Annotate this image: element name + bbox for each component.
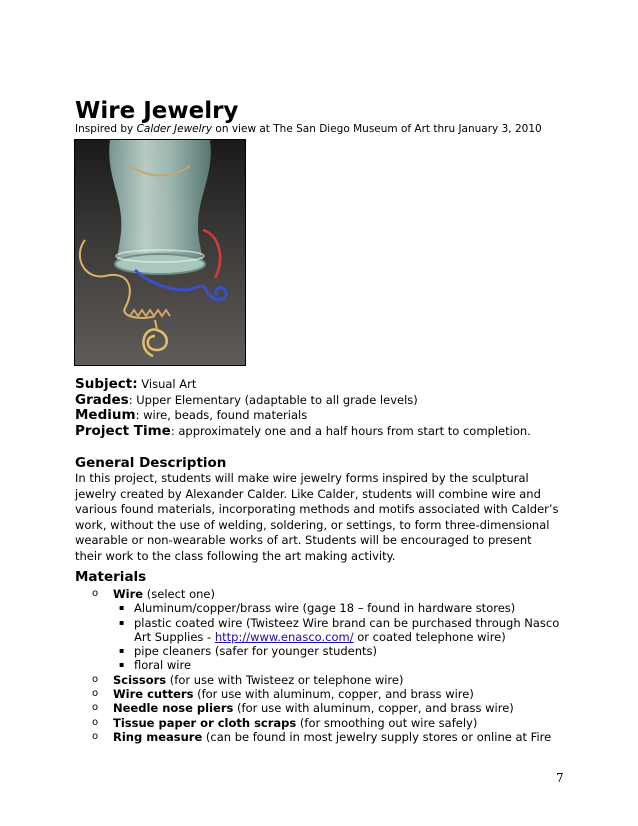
page-title: Wire Jewelry	[75, 98, 239, 124]
materials-list	[75, 587, 615, 744]
subject-label: Subject:	[75, 376, 138, 392]
enasco-link[interactable]: http://www.enasco.com/	[214, 629, 354, 644]
description-line: In this project, students will make wire jewelry forms inspired by the sculptural	[75, 471, 529, 485]
general-description-body	[75, 471, 575, 564]
materials-heading: Materials	[75, 569, 147, 585]
item-text: (for use with aluminum, copper, and brass wire)	[193, 687, 474, 702]
circle-bullet: o	[92, 702, 99, 714]
description-line: their work to the class following the art making activity.	[75, 548, 396, 563]
sub-item-text: pipe cleaners (safer for younger students)	[134, 644, 378, 659]
project-facts	[75, 377, 595, 439]
item-text: (can be found in most jewelry supply stores or online at Fire	[202, 729, 552, 744]
list-item-scissors	[75, 673, 615, 687]
sub-item-text: plastic coated wire (Twisteez Wire brand can be purchased through Nasco	[134, 615, 560, 630]
time-value: : approximately one and a half hours from start to completion.	[170, 423, 531, 438]
item-text: (for use with Twisteez or telephone wire)	[166, 672, 404, 687]
photo-illustration	[75, 140, 245, 365]
sub-item-text: Art Supplies -	[134, 629, 215, 644]
description-line: work, without the use of welding, soldering, or settings, to form three-dimensional	[75, 517, 550, 532]
list-item-pliers	[75, 701, 615, 715]
subtitle	[75, 122, 542, 136]
item-text: (select one)	[143, 587, 215, 601]
circle-bullet: o	[92, 588, 99, 599]
description-line: various found materials, incorporating methods and motifs associated with Calder’s	[75, 502, 559, 516]
sub-item-aluminum	[75, 601, 615, 615]
square-bullet: ▪	[119, 646, 125, 656]
subtitle-suffix: on view at The San Diego Museum of Art thru January 3, 2010	[212, 123, 542, 135]
item-bold: Wire	[113, 587, 144, 601]
sub-item-floral	[75, 658, 615, 672]
list-item-tissue	[75, 716, 615, 730]
fact-project-time	[75, 424, 595, 440]
description-line: jewelry created by Alexander Calder. Like Calder, students will combine wire and	[75, 486, 541, 501]
list-item-wire-cutters	[75, 687, 615, 701]
list-item-ring-measure	[75, 730, 615, 744]
sub-item-text: floral wire	[134, 658, 192, 673]
subtitle-prefix: Inspired by	[75, 123, 137, 135]
subtitle-italic: Calder Jewelry	[136, 123, 213, 135]
circle-bullet: o	[92, 730, 99, 742]
wire-jewelry-photo	[74, 139, 246, 366]
item-bold: Needle nose pliers	[113, 701, 234, 716]
fact-medium	[75, 408, 595, 424]
sub-item-plastic-cont	[75, 630, 615, 644]
grades-label: Grades	[75, 391, 129, 408]
circle-bullet: o	[92, 716, 99, 728]
item-bold: Wire cutters	[113, 687, 194, 702]
fact-subject	[75, 377, 595, 393]
time-label: Project Time	[75, 422, 171, 439]
medium-label: Medium	[75, 407, 136, 423]
item-bold: Scissors	[113, 672, 167, 687]
description-line: wearable or non-wearable works of art. Students will be encouraged to present	[75, 533, 532, 547]
fact-grades	[75, 393, 595, 409]
item-bold: Tissue paper or cloth scraps	[113, 715, 297, 730]
square-bullet: ▪	[119, 603, 125, 613]
square-bullet: ▪	[119, 660, 125, 670]
sub-item-text: Aluminum/copper/brass wire (gage 18 – found in hardware stores)	[134, 601, 516, 616]
sub-item-plastic	[75, 616, 615, 630]
circle-bullet: o	[92, 688, 99, 700]
item-text: (for smoothing out wire safely)	[296, 715, 478, 730]
circle-bullet: o	[92, 673, 99, 685]
sub-item-text: or coated telephone wire)	[353, 629, 506, 644]
square-bullet: ▪	[119, 617, 125, 627]
general-description-heading: General Description	[75, 455, 227, 471]
item-text: (for use with aluminum, copper, and brass wire)	[233, 701, 514, 716]
medium-value: : wire, beads, found materials	[135, 408, 308, 422]
subject-value: Visual Art	[137, 377, 197, 391]
page-number: 7	[556, 771, 564, 785]
list-item-wire	[75, 587, 615, 601]
sub-item-pipe-cleaners	[75, 644, 615, 658]
item-bold: Ring measure	[113, 729, 203, 744]
grades-value: : Upper Elementary (adaptable to all grade levels)	[128, 392, 418, 407]
